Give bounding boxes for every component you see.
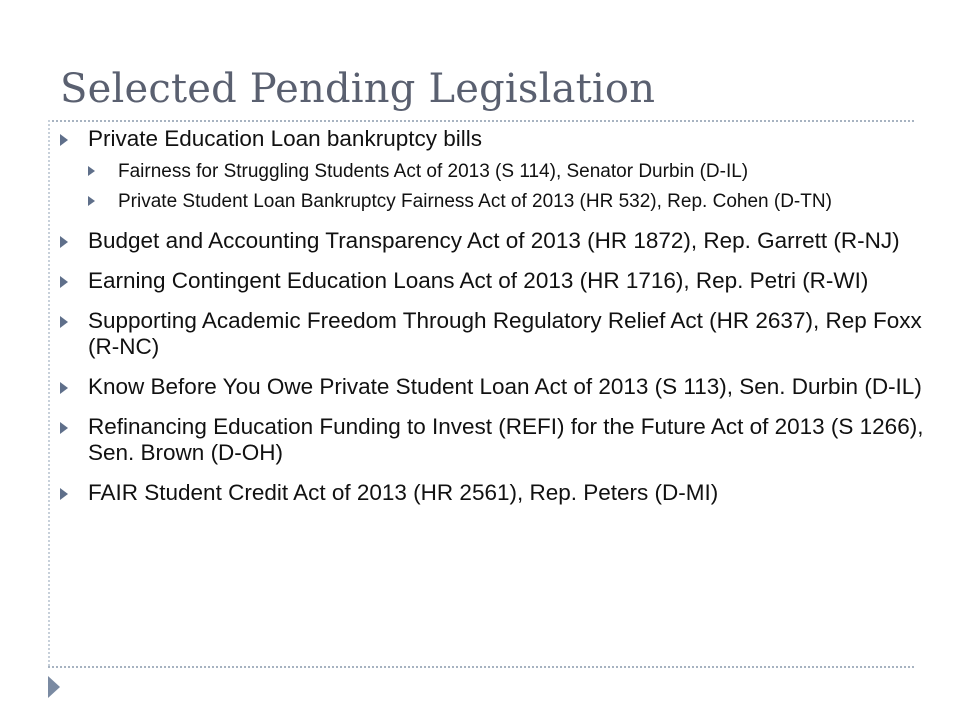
- list-subitem: [84, 160, 926, 184]
- triangle-bullet-icon: [60, 488, 68, 500]
- triangle-bullet-icon: [60, 134, 68, 146]
- list-subitem-text: Private Student Loan Bankruptcy Fairness Act of 2013 (HR 532), Rep. Cohen (D-TN): [118, 191, 832, 212]
- triangle-bullet-icon: [60, 276, 68, 288]
- list-item: [56, 228, 926, 254]
- list-item: [56, 126, 926, 152]
- triangle-bullet-icon: [60, 316, 68, 328]
- triangle-bullet-icon: [60, 236, 68, 248]
- list-item: [56, 480, 926, 506]
- list-item-text: Supporting Academic Freedom Through Regulatory Relief Act (HR 2637), Rep Foxx (R-NC): [88, 308, 922, 359]
- triangle-bullet-icon: [88, 166, 95, 176]
- triangle-bullet-icon: [60, 382, 68, 394]
- triangle-bullet-icon: [60, 422, 68, 434]
- slide-title: Selected Pending Legislation: [60, 66, 656, 112]
- list-item-text: Refinancing Education Funding to Invest (REFI) for the Future Act of 2013 (S 1266), Sen. Brown (D-OH): [88, 414, 924, 465]
- title-divider: [48, 120, 914, 122]
- list-item: [56, 268, 926, 294]
- list-item-text: Know Before You Owe Private Student Loan Act of 2013 (S 113), Sen. Durbin (D-IL): [88, 374, 922, 399]
- list-item-text: Budget and Accounting Transparency Act of 2013 (HR 1872), Rep. Garrett (R-NJ): [88, 228, 900, 253]
- triangle-corner-icon: [48, 676, 60, 698]
- bullet-list: [56, 126, 926, 520]
- list-item-text: Earning Contingent Education Loans Act of 2013 (HR 1716), Rep. Petri (R-WI): [88, 268, 869, 293]
- triangle-bullet-icon: [88, 196, 95, 206]
- list-item: [56, 414, 926, 466]
- left-divider: [48, 120, 50, 666]
- list-subitem: [84, 190, 926, 214]
- list-item-text: Private Education Loan bankruptcy bills: [88, 126, 482, 151]
- list-subitem-text: Fairness for Struggling Students Act of 2013 (S 114), Senator Durbin (D-IL): [118, 161, 749, 182]
- list-item: [56, 308, 926, 360]
- list-item: [56, 374, 926, 400]
- footer-divider: [48, 666, 914, 668]
- list-item-text: FAIR Student Credit Act of 2013 (HR 2561), Rep. Peters (D-MI): [88, 480, 719, 505]
